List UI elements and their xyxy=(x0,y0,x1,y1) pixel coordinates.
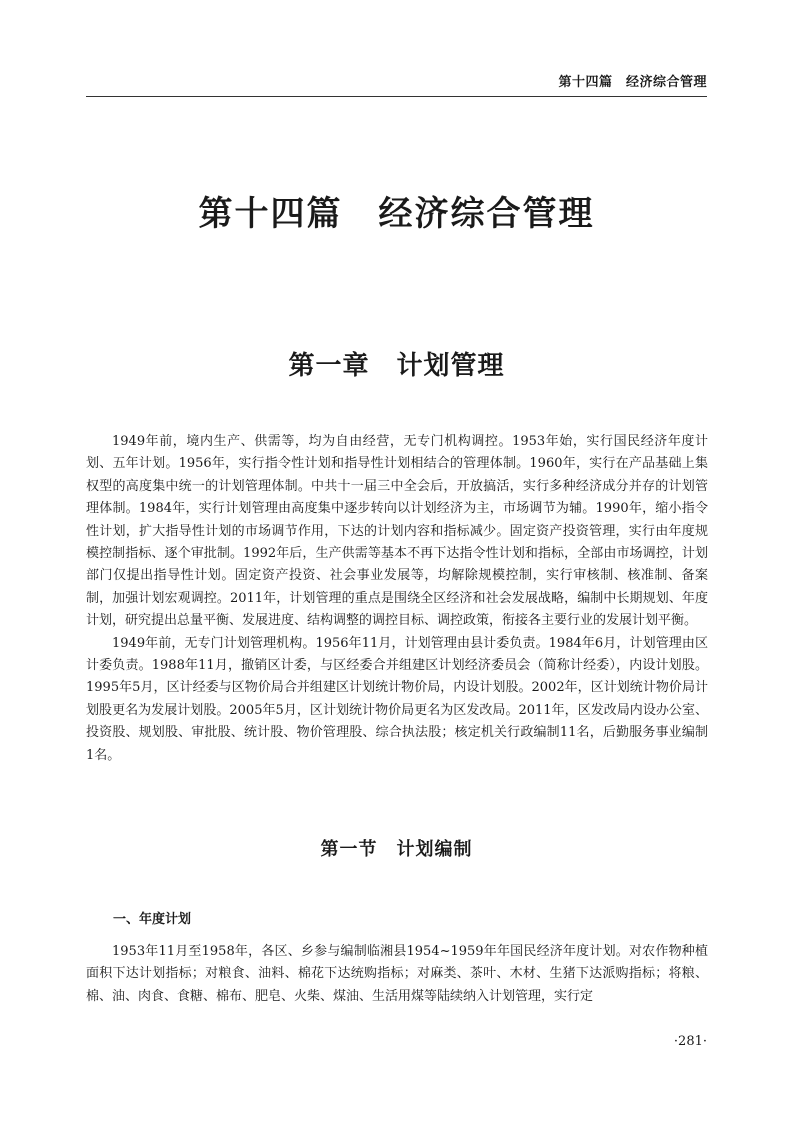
subsection-title: 一、年度计划 xyxy=(113,912,192,927)
paragraph: 1949年前，无专门计划管理机构。1956年11月，计划管理由县计委负责。1984年6月，计划管理由区计委负责。1988年11月，撤销区计委，与区经委合并组建区计划经济委员会（简称计经委），内设计划股。1995年5月，区计经委与区物价局合并组建区计划统计物价局，内设计划股。2002年，区计划统计物价局计划股更名为发展计划股。2005年5月，区计划统计物价局更名为区发改局。2011年，区发改局内设办公室、投资股、规划股、审批股、统计股、物价管理股、综合执法股；核定机关行政编制11名，后勤服务事业编制1名。 xyxy=(86,635,708,763)
part-title: 第十四篇 经济综合管理 xyxy=(198,194,595,234)
paragraph: 1949年前，境内生产、供需等，均为自由经营，无专门机构调控。1953年始，实行国民经济年度计划、五年计划。1956年，实行指令性计划和指导性计划相结合的管理体制。1960年，实行在产品基础上集权型的高度集中统一的计划管理体制。中共十一届三中全会后，开放搞活，实行多种经济成分并存的计划管理体制。1984年，实行计划管理由高度集中逐步转向以计划经济为主，市场调节为辅。1990年，缩小指令性计划，扩大指导性计划的市场调节作用，下达的计划内容和指标减少。固定资产投资管理，实行由年度规模控制指标、逐个审批制。1992年后，生产供需等基本不再下达指令性计划和指标，全部由市场调控，计划部门仅提出指导性计划。固定资产投资、社会事业发展等，均解除规模控制，实行审核制、核准制、备案制，加强计划宏观调控。2011年，计划管理的重点是围绕全区经济和社会发展战略，编制中长期规划、年度计划，研究提出总量平衡、发展进度、结构调整的调控目标、调控政策，衔接各主要行业的发展计划平衡。 xyxy=(86,434,708,629)
running-header xyxy=(86,74,707,97)
paragraph: 1953年11月至1958年，各区、乡参与编制临湘县1954~1959年年国民经济年度计划。对农作物种植面积下达计划指标；对粮食、油料、棉花下达统购指标；对麻类、茶叶、木材、生猪下达派购指标；将粮、棉、油、肉食、食糖、棉布、肥皂、火柴、煤油、生活用煤等陆续纳入计划管理，实行定 xyxy=(86,944,708,1004)
annual-plan-text xyxy=(86,941,708,1008)
running-header-title: 第十四篇 经济综合管理 xyxy=(558,75,707,90)
chapter-intro xyxy=(86,431,708,767)
section-title: 第一节 计划编制 xyxy=(320,839,473,860)
page-number: ·281· xyxy=(673,1034,707,1049)
chapter-title: 第一章 计划管理 xyxy=(288,351,505,381)
